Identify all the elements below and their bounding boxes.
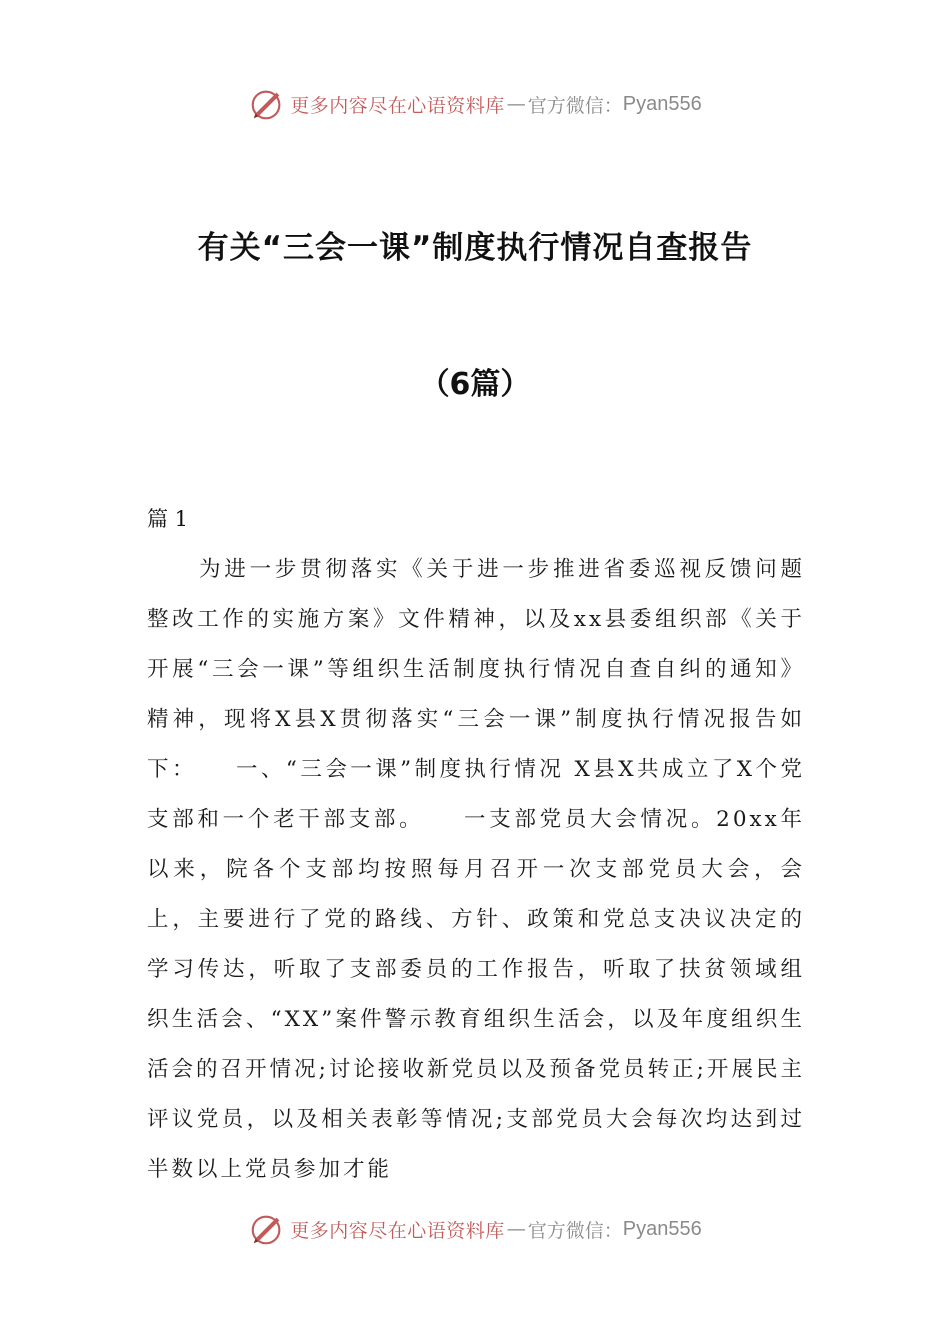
footer-watermark [0, 1207, 950, 1251]
document-subtitle: （6篇） [419, 367, 531, 402]
watermark-contact-handle: Pyan556 [622, 1217, 702, 1240]
watermark-contact-label: 官方微信： [527, 1219, 623, 1242]
header-watermark [0, 82, 950, 126]
body-paragraph: 为进一步贯彻落实《关于进一步推进省委巡视反馈问题整改工作的实施方案》文件精神，以及xx县委组织部《关于开展“三会一课”等组织生活制度执行情况自查自纠的通知》精神，现将X县X贯彻落实“三会一课”制度执行情况报告如下： 一、“三会一课”制度执行情况 X县X共成立了X个党支部和一个老干部支部。 一支部党员大会情况。20xx年以来，院各个支部均按照每月召开一次支部党员大会，会上，主要进行了党的路线、方针、政策和党总支决议决定的学习传达，听取了支部委员的工作报告，听取了扶贫领域组织生活会、“XX”案件警示教育组织生活会，以及年度组织生活会的召开情况;讨论接收新党员以及预备党员转正;开展民主评议党员，以及相关表彰等情况;支部党员大会每次均达到过半数以上党员参加才能 [147, 557, 805, 1182]
watermark-contact-label: 官方微信： [527, 94, 623, 117]
section-label: 篇 1 [147, 507, 189, 531]
watermark-separator: — [506, 93, 526, 115]
document-title: 有关“三会一课”制度执行情况自查报告 [197, 230, 753, 266]
watermark-slogan: 更多内容尽在心语资料库 [290, 1219, 505, 1242]
watermark-separator: — [506, 1218, 526, 1240]
pen-logo-icon [248, 1210, 286, 1248]
watermark-contact-handle: Pyan556 [622, 92, 702, 115]
pen-logo-icon [248, 85, 286, 123]
watermark-slogan: 更多内容尽在心语资料库 [290, 94, 505, 117]
